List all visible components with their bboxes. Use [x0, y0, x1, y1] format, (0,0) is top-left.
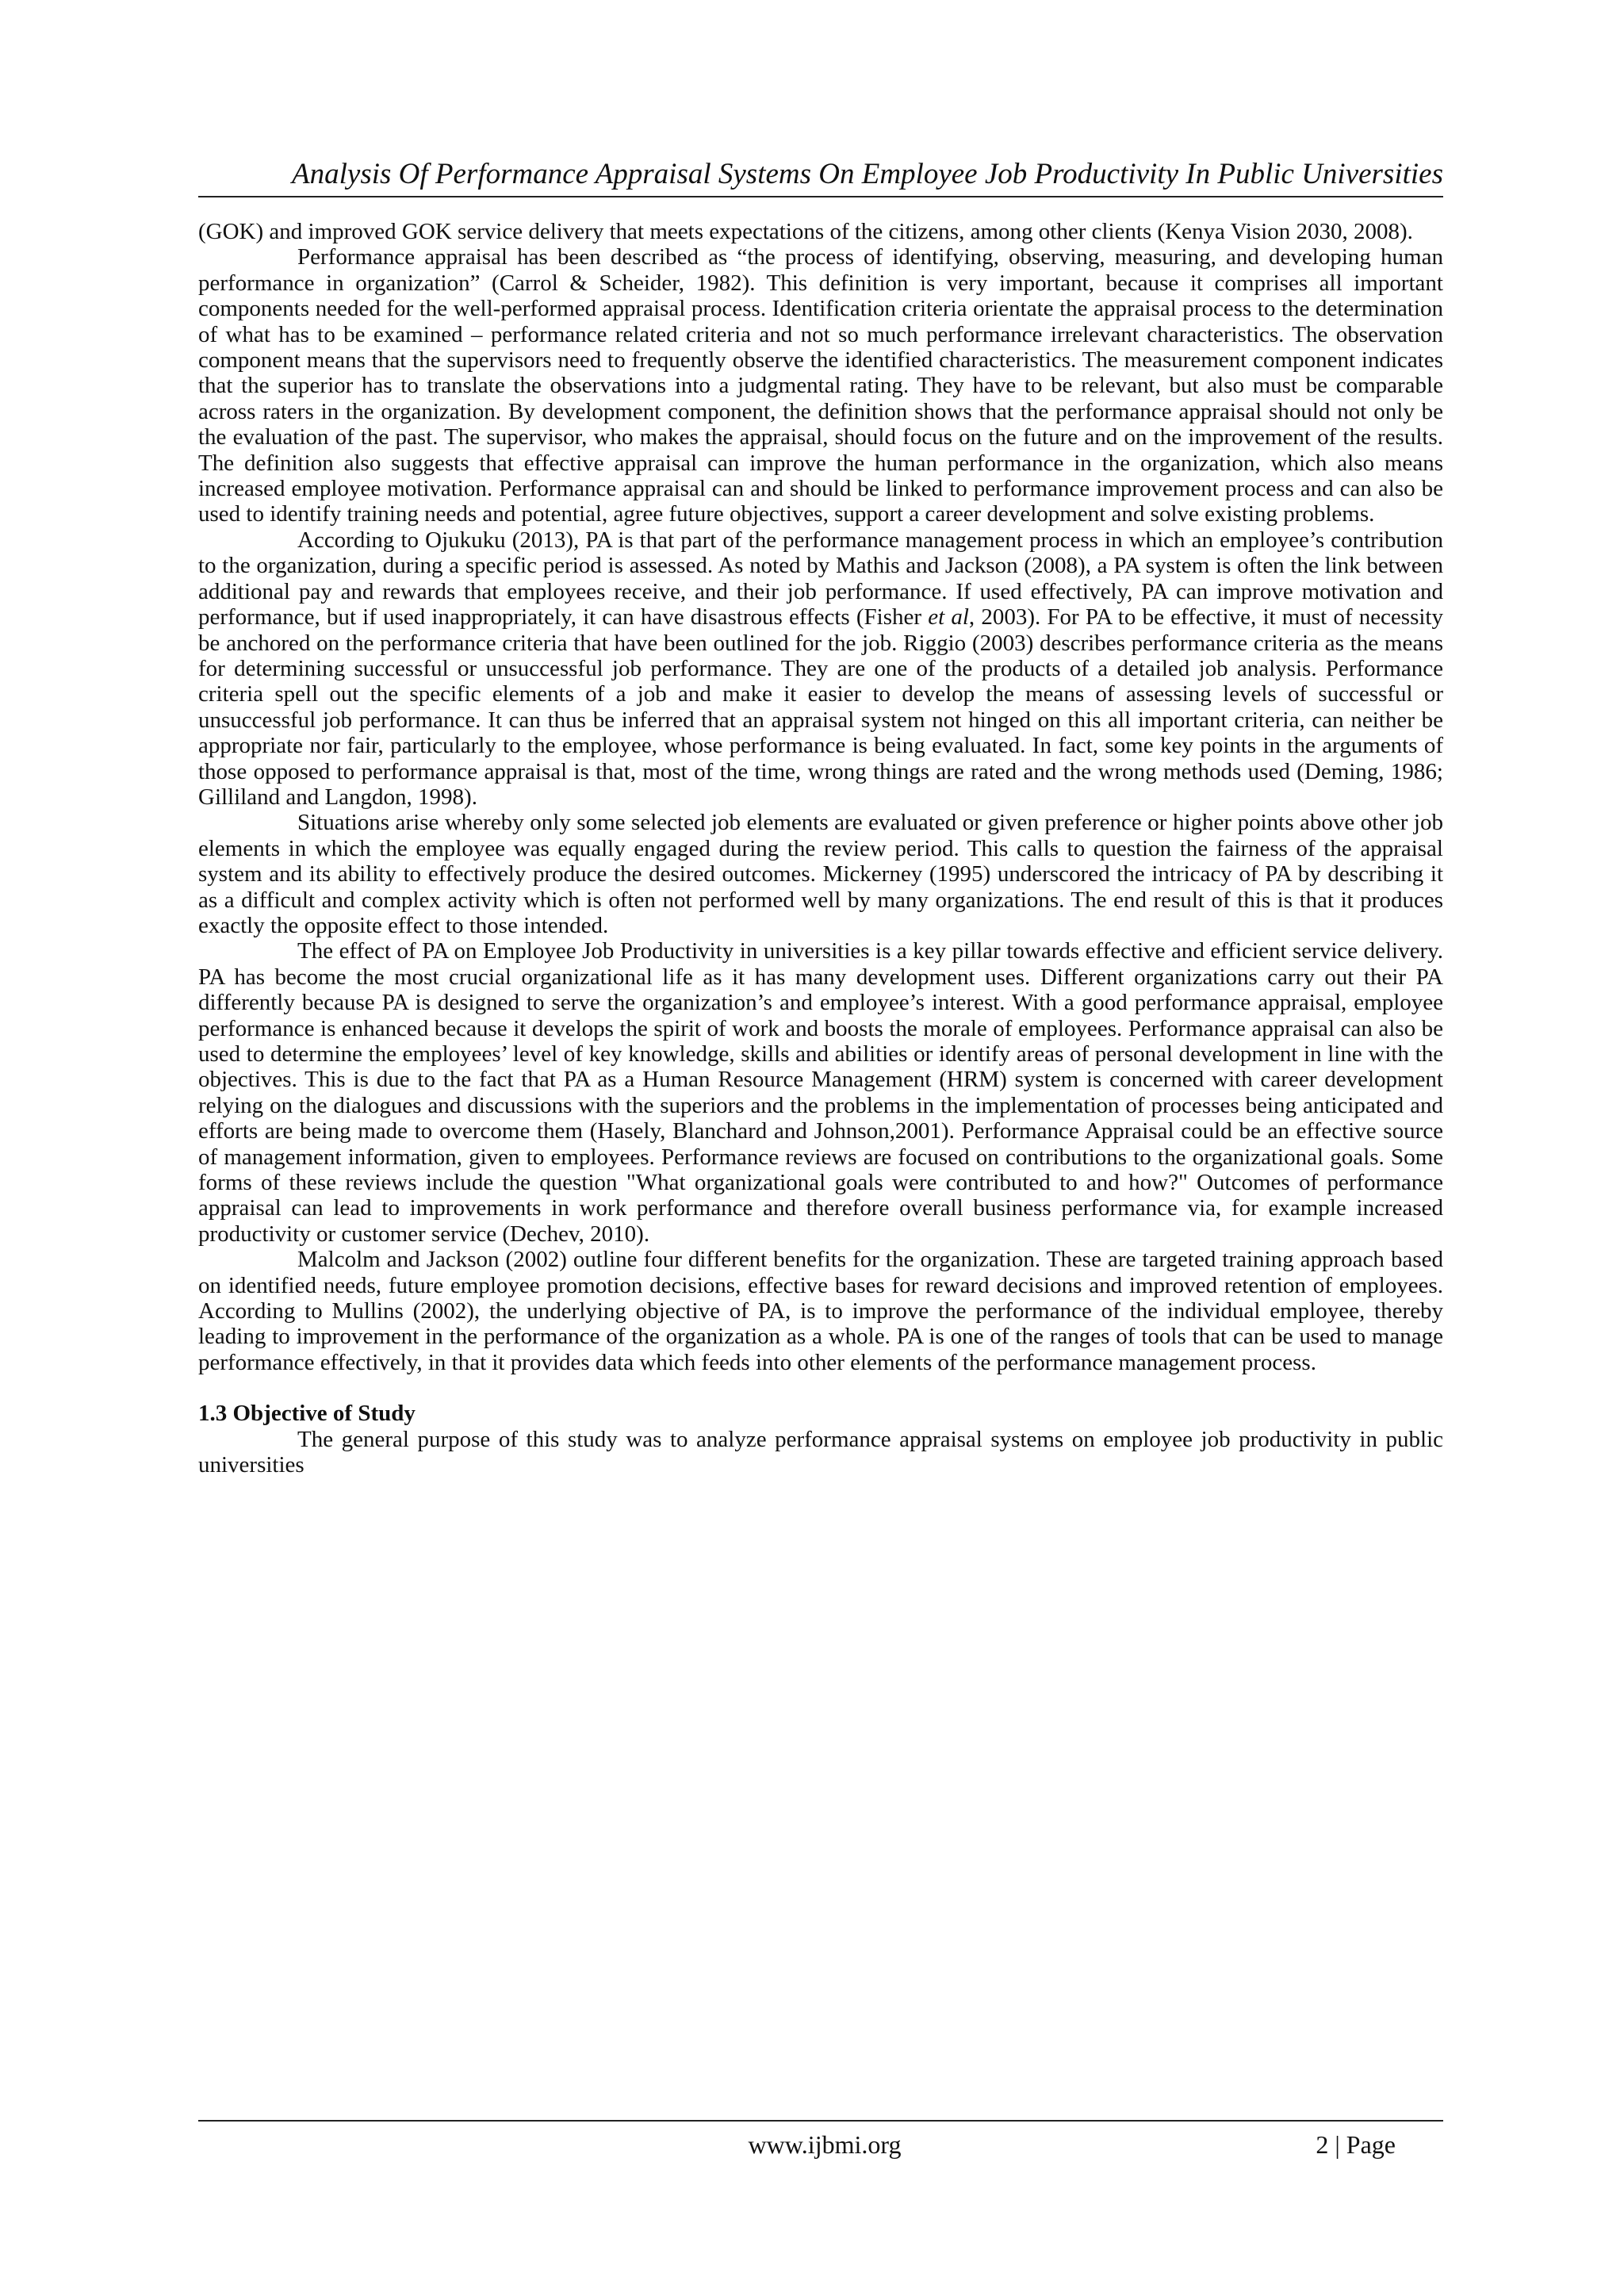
running-header-title: Analysis Of Performance Appraisal Systems On Employee Job Productivity In Public Universities [292, 158, 1443, 190]
paragraph-malcolm-jackson: Malcolm and Jackson (2002) outline four different benefits for the organization. These are targeted training approach based on identified needs, future employee promotion decisions, effective bases for reward decisions and improved retention of employees. According to Mullins (2002), the underlying objective of PA, is to improve the performance of the individual employee, thereby leading to improvement in the performance of the organization as a whole. PA is one of the ranges of tools that can be used to manage performance effectively, in that it provides data which feeds into other elements of the performance management process. [198, 1247, 1443, 1375]
paragraph-ojukuku-italic: et al [928, 604, 969, 631]
paragraph-ojukuku-part2: , 2003). For PA to be effective, it must of necessity be anchored on the performance criteria that have been outlined for the job. Riggio (2003) describes performance criteria as the means for determining successful or unsuccessful job performance. They are one of the products of a detailed job analysis. Performance criteria spell out the specific elements of a job and make it easier to develop the means of assessing levels of successful or unsuccessful job performance. It can thus be inferred that an appraisal system not hinged on this all important criteria, can neither be appropriate nor fair, particularly to the employee, whose performance is being evaluated. In fact, some key points in the arguments of those opposed to performance appraisal is that, most of the time, wrong things are rated and the wrong methods used (Deming, 1986; Gilliland and Langdon, 1998). [198, 604, 1443, 810]
paragraph-appraisal-definition: Performance appraisal has been described as “the process of identifying, observing, measuring, and developing human performance in organization” (Carrol & Scheider, 1982). This definition is very important, because it comprises all important components needed for the well-performed appraisal process. Identification criteria orientate the appraisal process to the determination of what has to be examined – performance related criteria and not so much performance irrelevant characteristics. The observation component means that the supervisors need to frequently observe the identified characteristics. The measurement component indicates that the superior has to translate the observations into a judgmental rating. They have to be relevant, but also must be comparable across raters in the organization. By development component, the definition shows that the performance appraisal should not only be the evaluation of the past. The supervisor, who makes the appraisal, should focus on the future and on the improvement of the results. The definition also suggests that effective appraisal can improve the human performance in the organization, which also means increased employee motivation. Performance appraisal can and should be linked to performance improvement process and can also be used to identify training needs and potential, agree future objectives, support a career development and solve existing problems. [198, 244, 1443, 527]
footer-website: www.ijbmi.org [748, 2130, 902, 2159]
paragraph-ojukuku [198, 527, 1443, 810]
article-body [198, 219, 1443, 1478]
footer-page-number: 2 | Page [1316, 2130, 1396, 2159]
paragraph-pa-effect: The effect of PA on Employee Job Productivity in universities is a key pillar towards effective and efficient service delivery. PA has become the most crucial organizational life as it has many development uses. Different organizations carry out their PA differently because PA is designed to serve the organization’s and employee’s interest. With a good performance appraisal, employee performance is enhanced because it develops the spirit of work and boosts the morale of employees. Performance appraisal can also be used to determine the employees’ level of key knowledge, skills and abilities or identify areas of personal development in line with the objectives. This is due to the fact that PA as a Human Resource Management (HRM) system is concerned with career development relying on the dialogues and discussions with the superiors and the problems in the implementation of processes being anticipated and efforts are being made to overcome them (Hasely, Blanchard and Johnson,2001). Performance Appraisal could be an effective source of management information, given to employees. Performance reviews are focused on contributions to the organizational goals. Some forms of these reviews include the question "What organizational goals were contributed to and how?" Outcomes of performance appraisal can lead to improvements in work performance and therefore overall business performance via, for example increased productivity or customer service (Dechev, 2010). [198, 938, 1443, 1247]
paragraph-objective: The general purpose of this study was to analyze performance appraisal systems on employee job productivity in public universities [198, 1426, 1443, 1478]
paragraph-situations: Situations arise whereby only some selected job elements are evaluated or given preference or higher points above other job elements in which the employee was equally engaged during the review period. This calls to question the fairness of the appraisal system and its ability to effectively produce the desired outcomes. Mickerney (1995) underscored the intricacy of PA by describing it as a difficult and complex activity which is often not performed well by many organizations. The end result of this is that it produces exactly the opposite effect to those intended. [198, 810, 1443, 938]
footer-divider [198, 2120, 1443, 2122]
paragraph-ojukuku-part1: According to Ojukuku (2013), PA is that part of the performance management process in which an employee’s contribution to the organization, during a specific period is assessed. As noted by Mathis and Jackson (2008), a PA system is often the link between additional pay and rewards that employees receive, and their job performance. If used effectively, PA can improve motivation and performance, but if used inappropriately, it can have disastrous effects (Fisher [198, 527, 1443, 631]
paragraph-gok-service: (GOK) and improved GOK service delivery that meets expectations of the citizens, among other clients (Kenya Vision 2030, 2008). [198, 219, 1413, 244]
section-heading-objective: 1.3 Objective of Study [198, 1401, 416, 1427]
header-divider [198, 196, 1443, 197]
